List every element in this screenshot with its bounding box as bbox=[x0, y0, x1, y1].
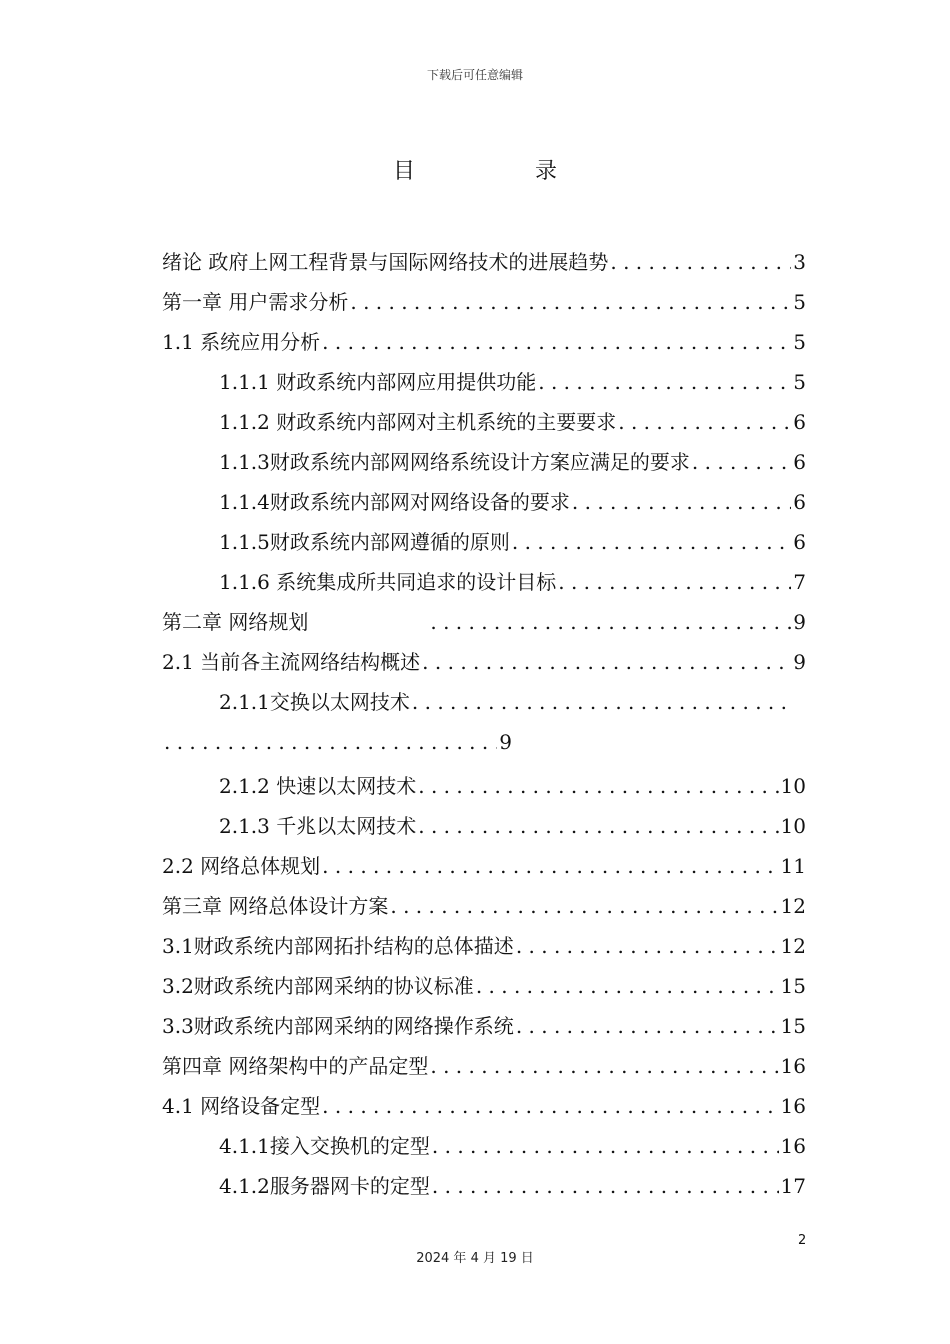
toc-leader bbox=[692, 450, 791, 474]
toc-entry-page: 9 bbox=[793, 650, 806, 674]
toc-leader bbox=[432, 1174, 779, 1198]
toc-leader bbox=[322, 1094, 778, 1118]
toc-entry[interactable] bbox=[162, 606, 806, 636]
toc-entry[interactable] bbox=[162, 326, 806, 356]
toc-entry-title: 1.1.5财政系统内部网遵循的原则 bbox=[219, 530, 510, 554]
toc-entry[interactable] bbox=[219, 770, 806, 800]
toc-leader bbox=[418, 774, 778, 798]
toc-entry-title: 1.1.2 财政系统内部网对主机系统的主要要求 bbox=[219, 410, 617, 434]
toc-entry-page: 6 bbox=[793, 410, 806, 434]
toc-leader bbox=[412, 690, 792, 714]
toc-leader bbox=[322, 854, 778, 878]
toc-leader bbox=[476, 974, 779, 998]
toc-leader bbox=[512, 530, 791, 554]
toc-leader bbox=[572, 490, 791, 514]
toc-entry[interactable] bbox=[219, 810, 806, 840]
toc-leader bbox=[390, 894, 778, 918]
toc-entry[interactable] bbox=[162, 1050, 806, 1080]
toc-entry[interactable] bbox=[219, 1170, 806, 1200]
toc-entry-page: 7 bbox=[793, 570, 806, 594]
toc-entry[interactable] bbox=[162, 1090, 806, 1120]
toc-entry-title: 1.1.1 财政系统内部网应用提供功能 bbox=[219, 370, 537, 394]
toc-entry-page: 16 bbox=[780, 1134, 806, 1158]
toc-entry[interactable] bbox=[162, 246, 806, 276]
toc-entry-title: 2.1.3 千兆以太网技术 bbox=[219, 814, 417, 838]
toc-entry-page: 15 bbox=[780, 974, 806, 998]
toc-leader bbox=[610, 250, 791, 274]
toc-entry-page: 6 bbox=[793, 450, 806, 474]
toc-entry[interactable] bbox=[219, 446, 806, 476]
toc-entry-page: 12 bbox=[780, 934, 806, 958]
toc-entry-title: 3.3财政系统内部网采纳的网络操作系统 bbox=[162, 1014, 514, 1038]
toc-leader bbox=[618, 410, 791, 434]
toc-entry-title: 1.1 系统应用分析 bbox=[162, 330, 321, 354]
toc-entry[interactable] bbox=[219, 526, 806, 556]
toc-entry-page: 10 bbox=[780, 774, 806, 798]
title-char-1: 目 bbox=[392, 159, 415, 184]
toc-leader bbox=[418, 814, 778, 838]
toc-entry-title: 3.1财政系统内部网拓扑结构的总体描述 bbox=[162, 934, 514, 958]
toc-entry-page: 9 bbox=[499, 730, 512, 754]
toc-entry-title: 1.1.4财政系统内部网对网络设备的要求 bbox=[219, 490, 570, 514]
toc-leader bbox=[422, 650, 791, 674]
toc-entry-title: 2.2 网络总体规划 bbox=[162, 854, 321, 878]
toc-entry-title: 1.1.6 系统集成所共同追求的设计目标 bbox=[219, 570, 557, 594]
toc-entry-title: 1.1.3财政系统内部网网络系统设计方案应满足的要求 bbox=[219, 450, 690, 474]
toc-leader bbox=[432, 1134, 779, 1158]
toc-entry-title: 第四章 网络架构中的产品定型 bbox=[162, 1054, 429, 1078]
toc-entry[interactable] bbox=[219, 486, 806, 516]
toc-entry-page: 12 bbox=[780, 894, 806, 918]
toc-entry-page: 9 bbox=[793, 610, 806, 634]
toc-entry[interactable] bbox=[162, 890, 806, 920]
toc-entry-title: 4.1.2服务器网卡的定型 bbox=[219, 1174, 430, 1198]
toc-leader bbox=[350, 290, 791, 314]
toc-leader bbox=[430, 610, 791, 634]
toc-leader bbox=[430, 1054, 778, 1078]
toc-entry-page: 3 bbox=[793, 250, 806, 274]
toc-entry-page: 16 bbox=[780, 1094, 806, 1118]
toc-entry[interactable] bbox=[219, 1130, 806, 1160]
toc-entry[interactable] bbox=[162, 850, 806, 880]
toc-entry-continuation[interactable] bbox=[162, 730, 512, 760]
toc-entry[interactable] bbox=[219, 406, 806, 436]
toc-entry[interactable] bbox=[219, 366, 806, 396]
toc-entry-title: 2.1.1交换以太网技术 bbox=[219, 690, 410, 714]
toc-entry[interactable] bbox=[162, 646, 806, 676]
toc-entry-title: 3.2财政系统内部网采纳的协议标准 bbox=[162, 974, 474, 998]
toc-entry-page: 5 bbox=[793, 330, 806, 354]
toc-leader bbox=[322, 330, 791, 354]
toc-entry-page: 6 bbox=[793, 530, 806, 554]
toc-entry-page: 5 bbox=[793, 290, 806, 314]
toc-leader bbox=[164, 730, 497, 754]
toc-leader bbox=[558, 570, 791, 594]
toc-entry-title: 第三章 网络总体设计方案 bbox=[162, 894, 389, 918]
toc-entry-page: 10 bbox=[780, 814, 806, 838]
toc-entry-page: 16 bbox=[780, 1054, 806, 1078]
toc-entry[interactable] bbox=[162, 970, 806, 1000]
toc-entry-title: 2.1.2 快速以太网技术 bbox=[219, 774, 417, 798]
toc-entry-page: 11 bbox=[780, 854, 806, 878]
toc-leader bbox=[516, 1014, 779, 1038]
page-footer-date: 2024 年 4 月 19 日 bbox=[416, 1251, 534, 1266]
toc-entry-title: 4.1 网络设备定型 bbox=[162, 1094, 321, 1118]
toc-entry-page: 15 bbox=[780, 1014, 806, 1038]
page-title bbox=[0, 154, 950, 185]
title-char-2: 录 bbox=[535, 159, 558, 184]
toc-entry-title: 第一章 用户需求分析 bbox=[162, 290, 349, 314]
toc-entry[interactable] bbox=[162, 1010, 806, 1040]
toc-entry-title: 第二章 网络规划 bbox=[162, 610, 309, 634]
toc-entry-title: 绪论 政府上网工程背景与国际网络技术的进展趋势 bbox=[162, 250, 609, 274]
toc-entry-title: 2.1 当前各主流网络结构概述 bbox=[162, 650, 421, 674]
toc-entry-title: 4.1.1接入交换机的定型 bbox=[219, 1134, 430, 1158]
toc-entry[interactable] bbox=[162, 286, 806, 316]
toc-entry[interactable] bbox=[219, 566, 806, 596]
toc-entry[interactable] bbox=[219, 686, 794, 716]
toc-leader bbox=[516, 934, 779, 958]
toc-entry[interactable] bbox=[162, 930, 806, 960]
toc-entry-page: 6 bbox=[793, 490, 806, 514]
toc-entry-page: 5 bbox=[793, 370, 806, 394]
toc-entry-page: 17 bbox=[780, 1174, 806, 1198]
toc-leader bbox=[538, 370, 791, 394]
page-number: 2 bbox=[798, 1233, 807, 1248]
page-header: 下载后可任意编辑 bbox=[426, 68, 523, 82]
